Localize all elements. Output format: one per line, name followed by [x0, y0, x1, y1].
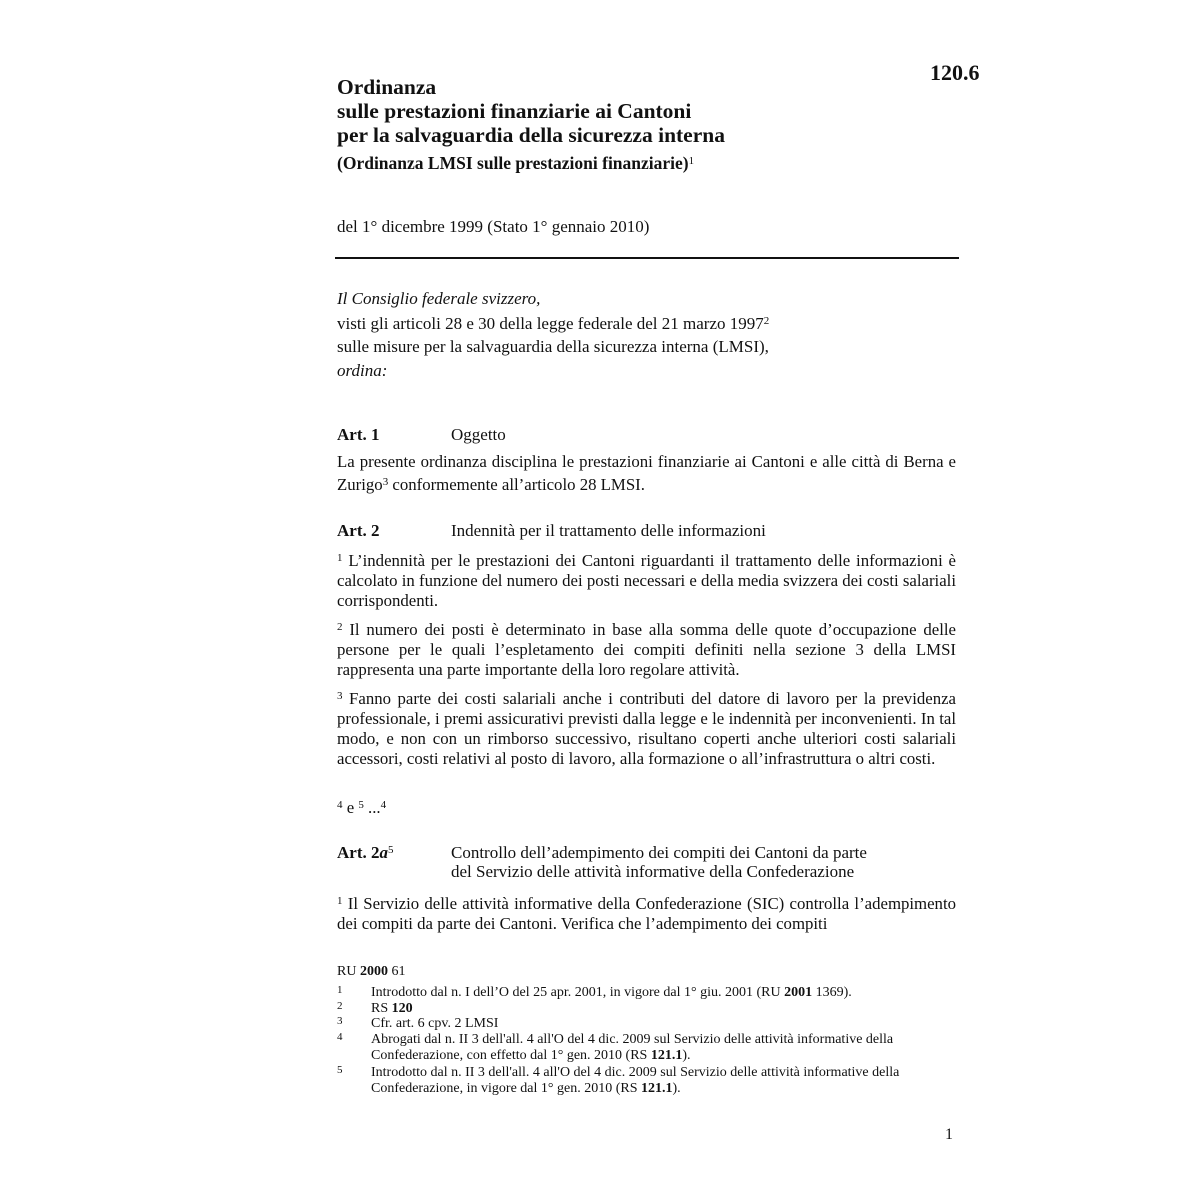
- art-2-paragraph-2-text: Il numero dei posti è determinato in base alla somma delle quote d’occupazione delle persone per le quali l’espletamento dei compiti definiti nella sezione 3 della LMSI rappresenta una parte importante della loro regolare attività.: [337, 620, 956, 679]
- art-2a-paragraph-1-text: Il Servizio delle attività informative della Confederazione (SIC) controlla l’adempimento dei compiti da parte dei Cantoni. Verifica che l’adempimento dei compiti: [337, 894, 956, 933]
- art-2-paragraphs-4-5-repealed: [337, 795, 956, 818]
- title-line-3: per la salvaguardia della sicurezza interna: [337, 123, 725, 147]
- footnote-ref-3: 3: [382, 476, 389, 488]
- footnote-text: [371, 985, 961, 1001]
- art-2-paragraph-3-text: Fanno parte dei costi salariali anche i contributi del datore di lavoro per la previdenza professionale, i premi assicurativi previsti dalla legge e le indennità per inconvenienti. In tal modo, e non con un rimborso successivo, risultano coperti anche ulteriori costi salariali accessori, costi relativi al posto di lavoro, alla formazione o all’infrastruttura o altri costi.: [337, 689, 956, 768]
- footnote-text-a: Introdotto dal n. I dell’O del 25 apr. 2001, in vigore dal 1° giu. 2001 (RU: [371, 985, 785, 1000]
- title-line-2: sulle prestazioni finanziarie ai Cantoni: [337, 99, 692, 123]
- art-2a-label: [337, 843, 393, 863]
- footnote-number: 1: [337, 984, 343, 996]
- art-1-text-b: conformemente all’articolo 28 LMSI.: [388, 475, 645, 494]
- preamble-issuer: Il Consiglio federale svizzero,: [337, 289, 541, 308]
- ru-year: 2000: [359, 964, 388, 979]
- footnote-text-b: ).: [682, 1048, 691, 1063]
- art-2-label: Art. 2: [337, 521, 380, 540]
- header-divider: [335, 257, 959, 259]
- footnote-text-a: Introdotto dal n. II 3 dell'all. 4 all'O del 4 dic. 2009 sul Servizio delle attività informative della Confederazione, in vigore dal 1° gen. 2010 (RS: [371, 1065, 900, 1096]
- subtitle-text: (Ordinanza LMSI sulle prestazioni finanziarie): [337, 153, 689, 173]
- preamble-line-2: sulle misure per la salvaguardia della sicurezza interna (LMSI),: [337, 337, 769, 356]
- footnote-text-a: Abrogati dal n. II 3 dell'all. 4 all'O del 4 dic. 2009 sul Servizio delle attività informative della Confederazione, con effetto dal 1° gen. 2010 (RS: [371, 1032, 894, 1063]
- title-line-1: Ordinanza: [337, 75, 437, 99]
- footnote-text: [371, 1065, 961, 1097]
- footnote-text-bold: 120: [391, 1001, 413, 1016]
- repealed-dots: ...: [363, 798, 381, 817]
- art-2-paragraph-1: [337, 548, 956, 611]
- date-line: del 1° dicembre 1999 (Stato 1° gennaio 2010): [337, 217, 650, 236]
- footnote-number: 4: [337, 1031, 343, 1043]
- art-2a-paragraph-1: [337, 891, 956, 934]
- footnote-text-a: RS: [371, 1001, 392, 1016]
- preamble-ordina: ordina:: [337, 361, 388, 380]
- art-2-paragraph-1-text: L’indennità per le prestazioni dei Cantoni riguardanti il trattamento delle informazioni è calcolato in funzione del numero dei posti necessari e della media svizzera dei costi salariali corrispondenti.: [337, 551, 956, 610]
- paragraph-number: 4: [337, 799, 343, 811]
- footnote-text-b: ).: [672, 1081, 681, 1096]
- paragraph-number: 1: [337, 552, 343, 564]
- footnote-ref-2: 2: [763, 315, 770, 327]
- art-1-text: [337, 452, 956, 495]
- art-1-label: Art. 1: [337, 425, 380, 444]
- footnote-text-bold: 121.1: [650, 1048, 683, 1063]
- footnote-text-a: Cfr. art. 6 cpv. 2 LMSI: [371, 1016, 499, 1031]
- conjunction: e: [342, 798, 359, 817]
- footnote-ref-5: 5: [387, 844, 394, 856]
- art-2a-title-line-2: del Servizio delle attività informative della Confederazione: [451, 862, 855, 881]
- footnote-text: [371, 1016, 961, 1032]
- art-2a-label-text: Art. 2: [337, 843, 380, 862]
- document-number: 120.6: [930, 60, 980, 85]
- art-2a-title-line-1: Controllo dell’adempimento dei compiti dei Cantoni da parte: [451, 843, 867, 862]
- footnote-text: [371, 1032, 961, 1064]
- ru-page: 61: [387, 964, 406, 979]
- preamble-line-1: [337, 314, 769, 334]
- ru-reference: [337, 964, 405, 980]
- footnote-text-bold: 2001: [784, 985, 813, 1000]
- footnote-number: 3: [337, 1015, 343, 1027]
- footnote-text-bold: 121.1: [640, 1081, 673, 1096]
- footnote-number: 2: [337, 1000, 343, 1012]
- footnote-ref-4: 4: [380, 799, 387, 811]
- ru-prefix: RU: [337, 964, 360, 979]
- art-1-text-a: La presente ordinanza disciplina le prestazioni finanziarie ai Cantoni e alle città di Berna e Zurigo: [337, 452, 956, 494]
- art-2-paragraph-3: [337, 686, 956, 769]
- footnote-number: 5: [337, 1064, 343, 1076]
- page-number: 1: [945, 1126, 953, 1143]
- paragraph-number: 5: [358, 799, 364, 811]
- footnote-text-b: 1369).: [812, 985, 852, 1000]
- art-2-paragraph-2: [337, 617, 956, 680]
- subtitle: [337, 153, 694, 174]
- art-2a-label-letter: a: [379, 843, 388, 862]
- paragraph-number: 1: [337, 895, 343, 907]
- paragraph-number: 2: [337, 621, 343, 633]
- art-1-title: Oggetto: [451, 425, 506, 444]
- preamble-line-1-text: visti gli articoli 28 e 30 della legge federale del 21 marzo 1997: [337, 314, 764, 333]
- paragraph-number: 3: [337, 690, 343, 702]
- art-2-title: Indennità per il trattamento delle informazioni: [451, 521, 766, 540]
- footnote-ref-1: 1: [688, 155, 695, 167]
- footnote-text: [371, 1001, 961, 1017]
